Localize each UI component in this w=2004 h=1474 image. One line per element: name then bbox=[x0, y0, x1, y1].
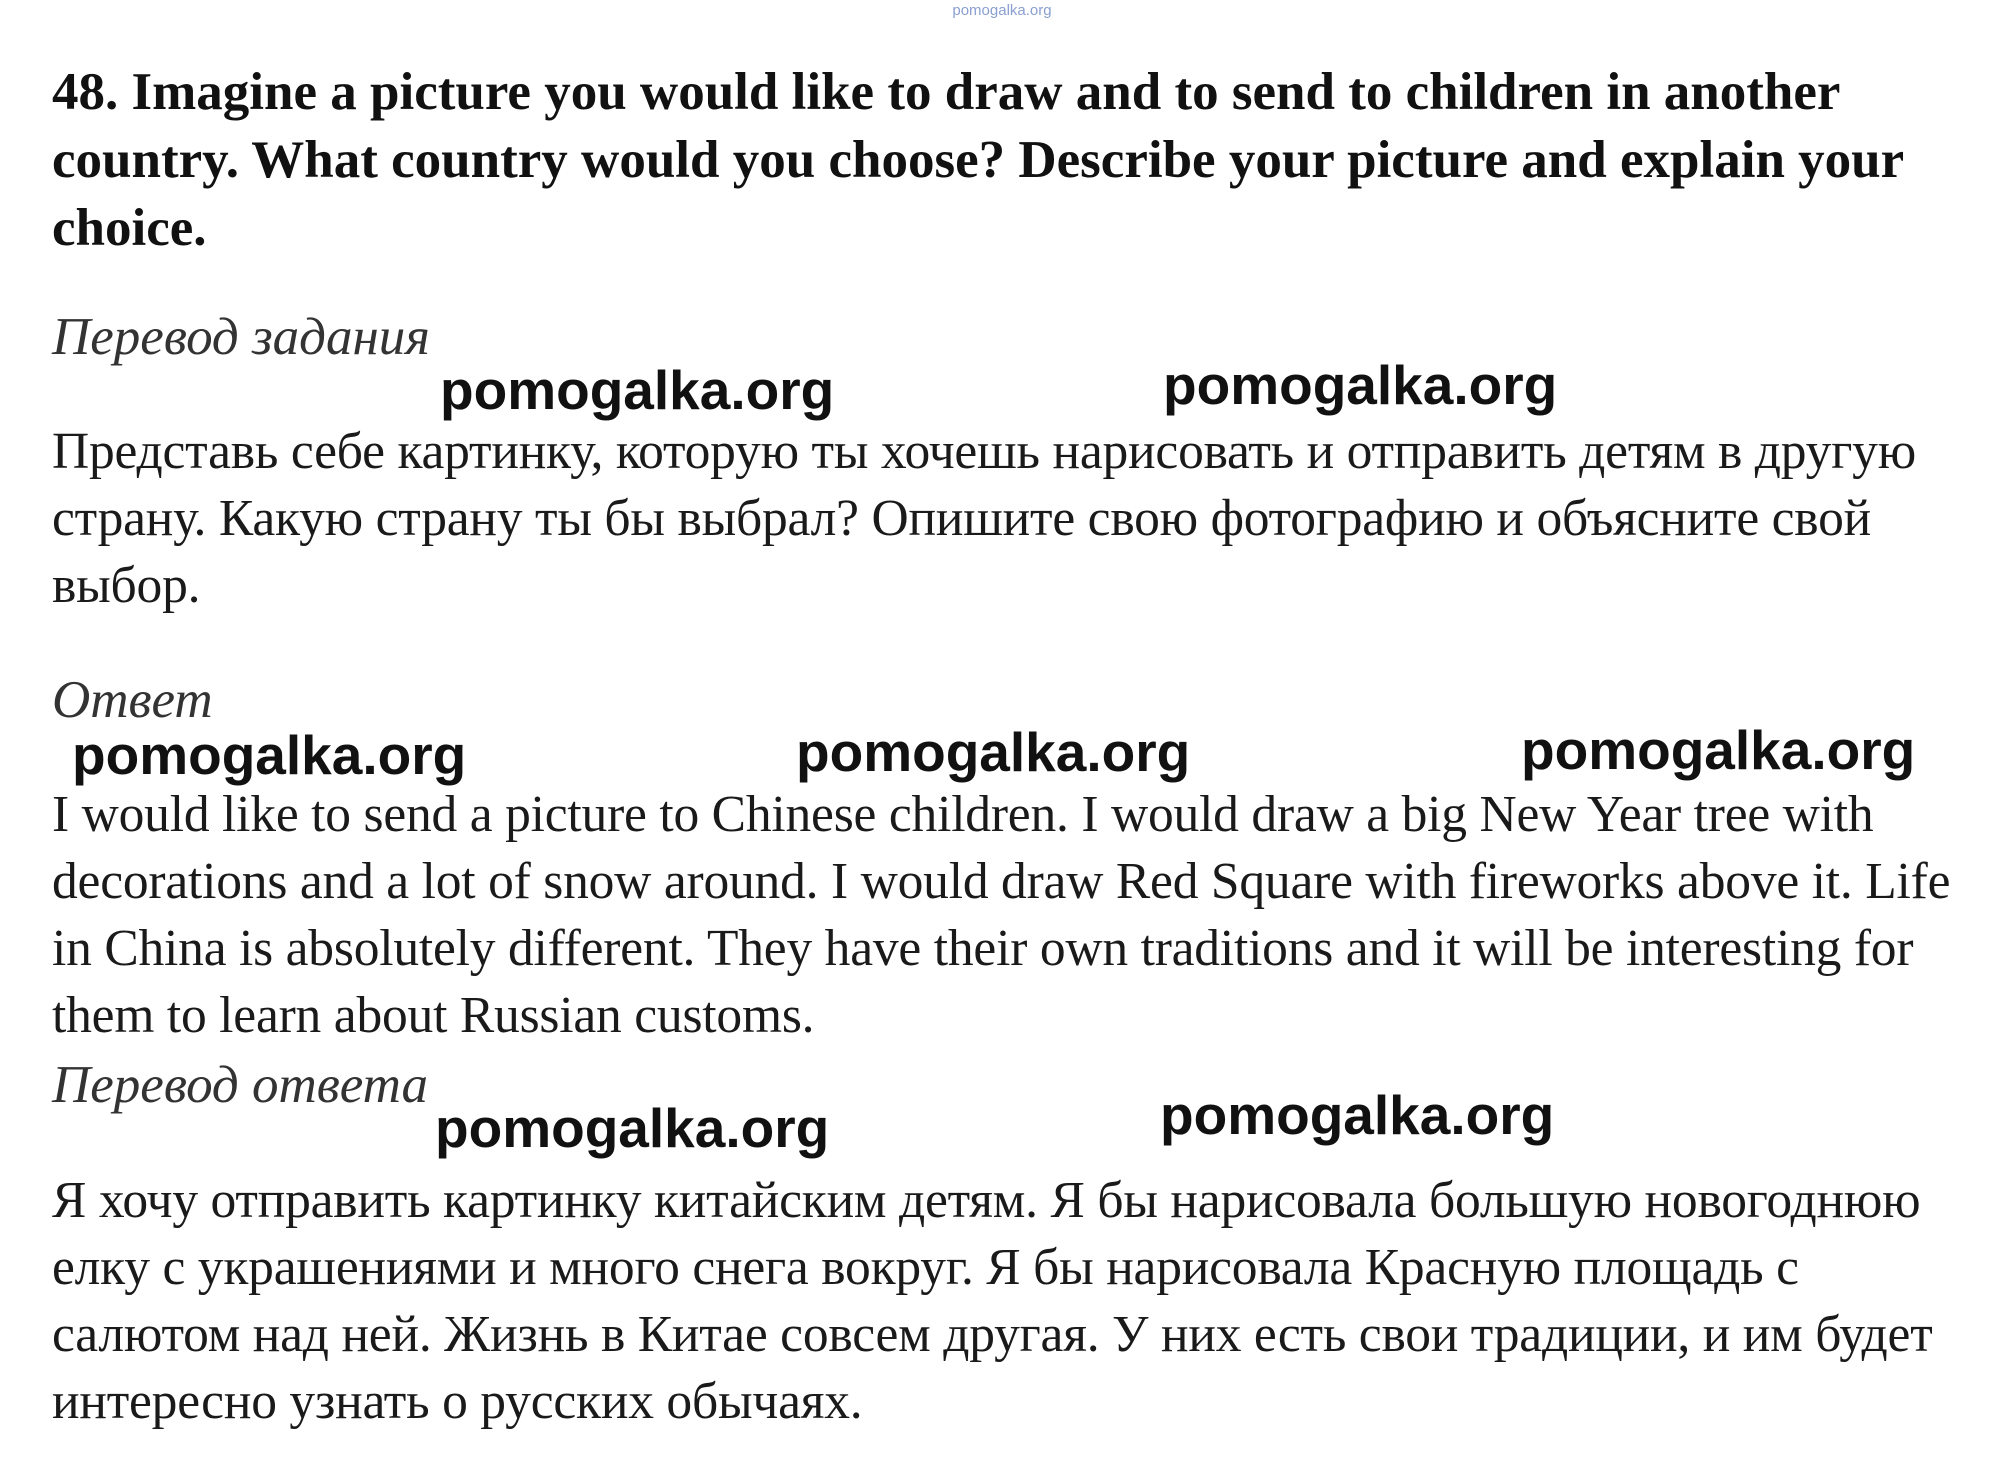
task-translation-text: Представь себе картинку, которую ты хочешь нарисовать и отправить детям в другую страну. Какую страну ты бы выбрал? Опишите свою фотографию и объясните свой выбор. bbox=[52, 423, 1916, 614]
watermark-2: pomogalka.org bbox=[1163, 354, 1558, 416]
watermark-3: pomogalka.org bbox=[72, 724, 467, 786]
watermark-5: pomogalka.org bbox=[1521, 719, 1916, 781]
watermark-7: pomogalka.org bbox=[1160, 1084, 1555, 1146]
watermark-6: pomogalka.org bbox=[435, 1097, 830, 1159]
task-heading: 48. Imagine a picture you would like to draw and to send to children in another country. What country would you choose? Describe your picture and explain your choice. bbox=[52, 63, 1904, 257]
header-watermark: pomogalka.org bbox=[952, 2, 1052, 19]
watermark-1: pomogalka.org bbox=[440, 359, 835, 421]
answer-translation-text: Я хочу отправить картинку китайским детям. Я бы нарисовала большую новогоднюю елку с украшениями и много снега вокруг. Я бы нарисовала Красную площадь с салютом над ней. Жизнь в Китае совсем другая. У них есть свои традиции, и им будет интересно узнать о русских обычаях. bbox=[52, 1172, 1933, 1430]
task-translation-label: Перевод задания bbox=[52, 308, 430, 366]
answer-text: I would like to send a picture to Chinese children. I would draw a big New Year tree with decorations and a lot of snow around. I would draw Red Square with fireworks above it. Life in China is absolutely different. They have their own traditions and it will be interesting for them to learn about Russian customs. bbox=[52, 786, 1951, 1044]
watermark-4: pomogalka.org bbox=[796, 721, 1191, 783]
answer-translation-label: Перевод ответа bbox=[52, 1056, 429, 1114]
answer-label: Ответ bbox=[52, 671, 213, 729]
